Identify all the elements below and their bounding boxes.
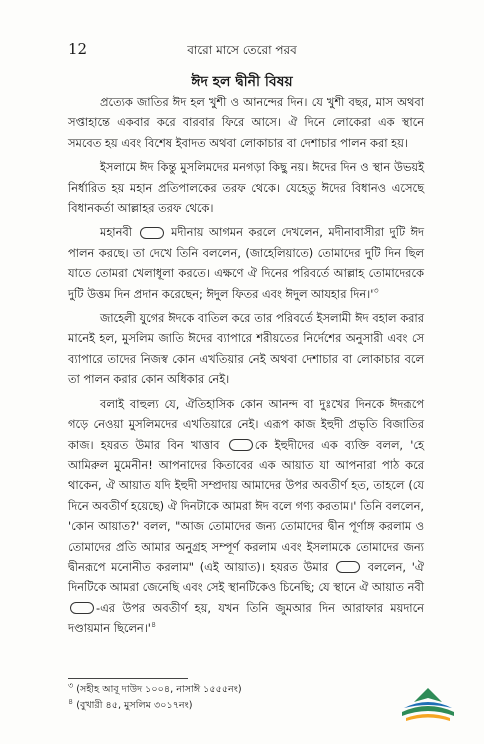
- paragraph-5-part-3: বললেন, 'ঐ দিনটিকে আমরা জেনেছি এবং সেই স্থানটিকেও চিনেছি; যে স্থানে ঐ আয়াত নবী: [68, 559, 425, 595]
- salutation-seal-icon: [70, 602, 94, 614]
- paragraph-5-part-2: কে ইহুদীদের এক ব্যক্তি বলল, 'হে আমিরুল মুমেনীন! আপনাদের কিতাবের এক আয়াত যা আপনারা পাঠ করে থাকেন, ঐ আয়াত যদি ইহুদী সম্প্রদায় আমাদের উপর অবতীর্ণ হত, তাহলে (যে দিনে অবতীর্ণ হয়েছে) ঐ দিনটাকে আমরা ঈদ বলে গণ্য করতাম।' তিনি বললেন, 'কোন আয়াত?' বলল, "আজ তোমাদের জন্য তোমাদের দ্বীন পূর্ণাঙ্গ করলাম ও তোমাদের প্রতি আমার অনুগ্রহ সম্পূর্ণ করলাম এবং ইসলামকে তোমাদের জন্য দ্বীনরূপে মনোনীত করলাম" (এই আয়াত)। হযরত উমার: [68, 437, 425, 574]
- section-title: ঈদ হল দ্বীনী বিষয়: [191, 74, 293, 90]
- body-text: [68, 92, 424, 639]
- paragraph-5-part-4: -এর উপর অবতীর্ণ হয়, যখন তিনি জুমআর দিন আরাফার ময়দানে দণ্ডায়মান ছিলেন।': [68, 600, 424, 636]
- paragraph-1: প্রত্যেক জাতির ঈদ হল খুশী ও আনন্দের দিন। যে খুশী বছর, মাস অথবা সপ্তাহান্তে একবার করে বারবার ফিরে আসে। ঐ দিনে লোকেরা এক স্থানে সমবেত হয় এবং বিশেষ ইবাদত অথবা লোকাচার বা দেশাচার পালন করা হয়।: [68, 95, 424, 150]
- paragraph-2: ইসলামে ঈদ কিন্তু মুসলিমদের মনগড়া কিছু নয়। ঈদের দিন ও স্থান উভয়ই নির্ধারিত হয় মহান প্রতিপালকের তরফ থেকে। যেহেতু ঈদের বিধানও এসেছে বিধানকর্তা আল্লাহর তরফ থেকে।: [68, 160, 424, 216]
- paragraph-3: [68, 222, 424, 304]
- paragraph-4: জাহেলী যুগের ঈদকে বাতিল করে তার পরিবর্তে ইসলামী ঈদ বহাল করার মানেই হল, মুসলিম জাতি ঈদের ব্যাপারে শরীয়তের নির্দেশের অনুসারী এবং সে ব্যাপারে তাদের নিজস্ব কোন এখতিয়ার নেই অথবা দেশাচার বা লোকাচার বলে তা পালন করার কোন অধিকার নেই।: [68, 311, 424, 387]
- footnote-number: ৩: [68, 680, 74, 690]
- footnote-text: (বুখারী ৪৫, মুসলিম ৩০১৭নং): [76, 700, 193, 711]
- running-title: বারো মাসে তেরো পরব: [187, 43, 297, 57]
- paragraph-3-rest: মদীনায় আগমন করলে দেখলেন, মদীনাবাসীরা দুটি ঈদ পালন করছে। তা দেখে তিনি বললেন, (জাহেলিয়াতে) তোমাদের দুটি দিন ছিল যাতে তোমরা খেলাধূলা করতে। এক্ষণে ঐ দিনের পরিবর্তে আল্লাহ তোমাদেরকে দুটি উত্তম দিন প্রদান করেছেন; ঈদুল ফিতর এবং ঈদুল আযহার দিন।': [68, 225, 424, 301]
- salutation-seal-icon: [336, 561, 360, 573]
- footnote-number: ৪: [68, 696, 74, 706]
- footnotes: [68, 682, 368, 714]
- salutation-seal-icon: [140, 227, 164, 239]
- paragraph-3-start: মহানবী: [100, 225, 133, 240]
- page-header: [0, 40, 484, 60]
- footnote-ref-3: ৩: [373, 285, 379, 295]
- footnote-3: [68, 682, 368, 698]
- page-number: 12: [68, 40, 88, 58]
- logo-book-bottom: [406, 714, 450, 721]
- footnote-ref-4: ৪: [150, 620, 157, 630]
- publisher-logo-icon: [396, 686, 460, 726]
- paragraph-5: [68, 394, 424, 639]
- logo-roof-shape: [414, 688, 442, 702]
- footnote-4: [68, 698, 368, 714]
- salutation-seal-icon: [229, 439, 253, 451]
- paragraph-5-part-1: বলাই বাহুল্য যে, ঐতিহাসিক কোন আনন্দ বা দুঃখের দিনকে ঈদরূপে গড়ে নেওয়া মুসলিমদের এখতিয়ারে নেই। এরূপ কাজ ইহুদী প্রভৃতি বিজাতির কাজ। হযরত উমার বিন খাত্তাব: [68, 396, 424, 452]
- footnote-divider: [68, 678, 188, 679]
- footnote-text: (সহীহ আবূ দাউদ ১০০৪, নাসাঈ ১৫৫৫নং): [76, 684, 242, 695]
